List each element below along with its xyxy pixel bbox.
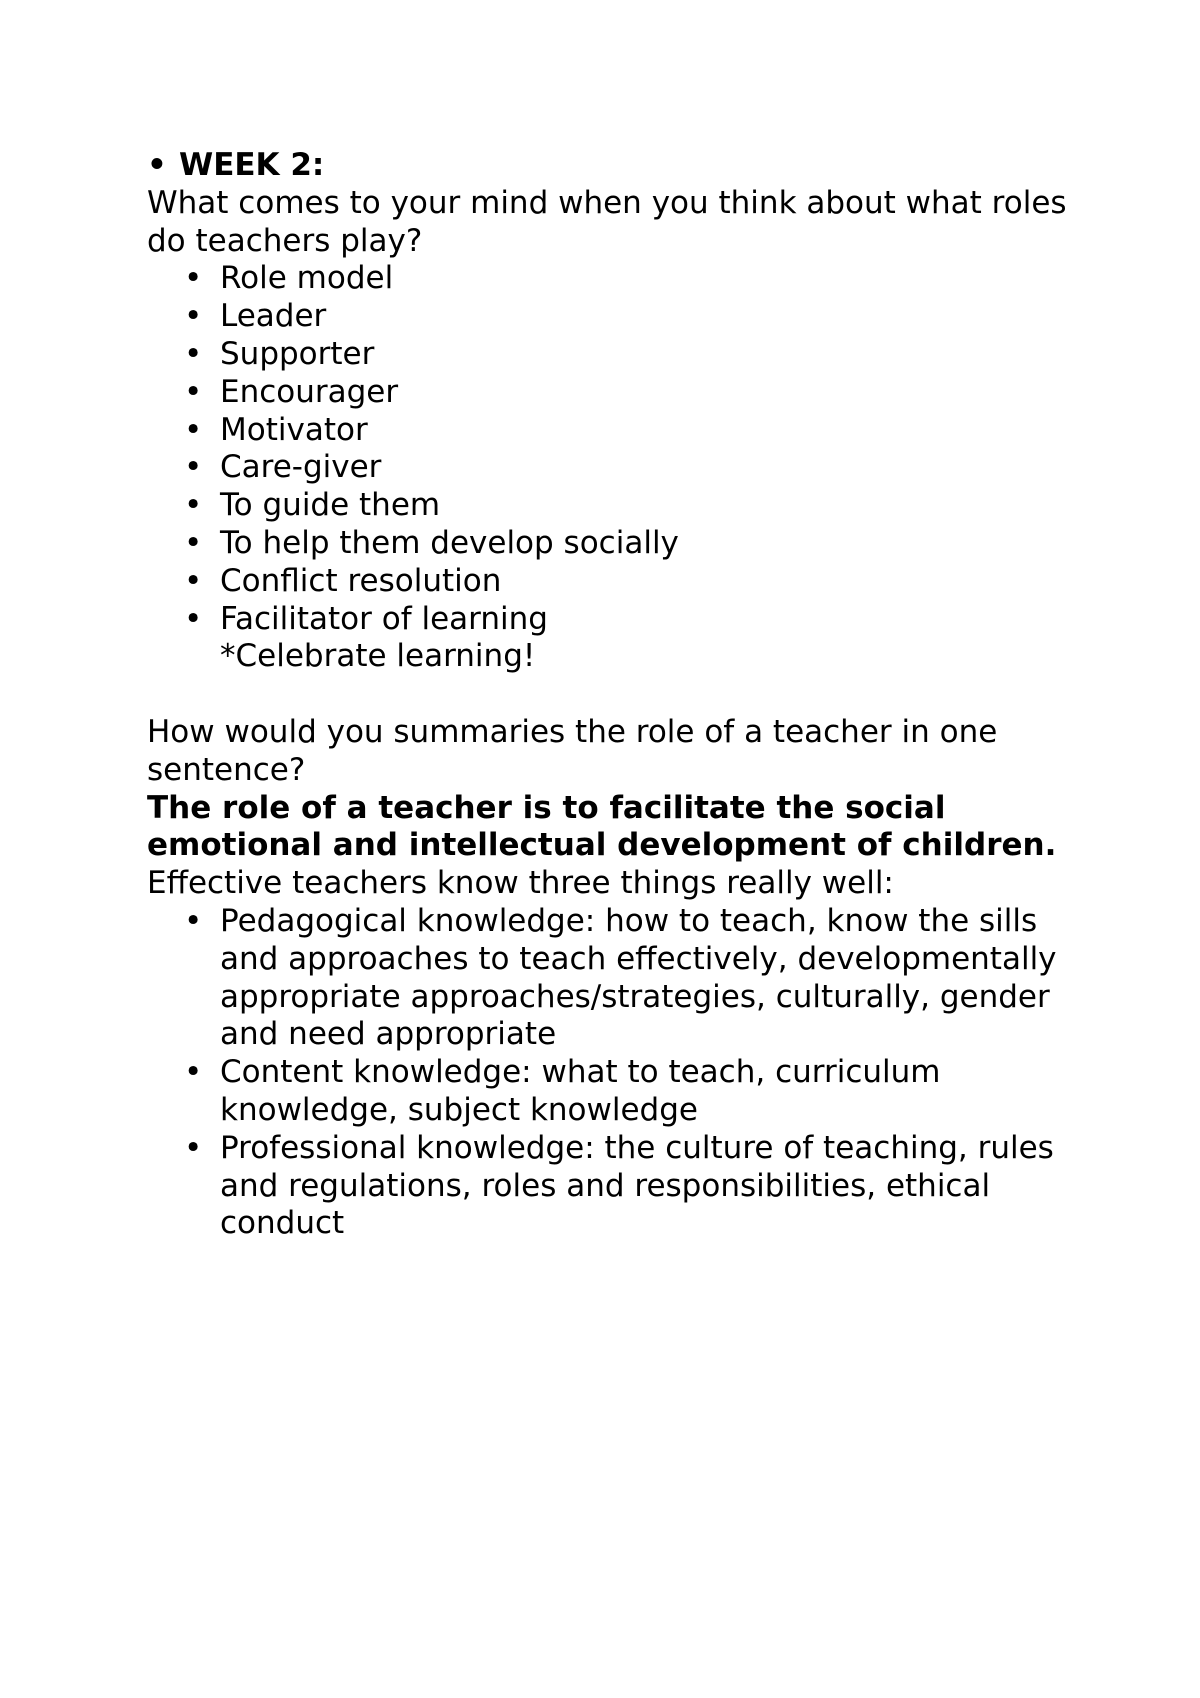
spacer: [147, 676, 1077, 714]
bullet-icon: •: [184, 902, 203, 939]
list-item-text: Role model: [220, 260, 394, 297]
list-item-text: To guide them: [220, 487, 441, 524]
bullet-icon: •: [184, 260, 203, 297]
bullet-icon: •: [184, 373, 203, 410]
list-item: [184, 562, 1077, 601]
bullet-icon: •: [147, 147, 167, 183]
roles-list: [147, 260, 1077, 638]
bullet-icon: •: [184, 411, 203, 448]
list-item: [184, 411, 1077, 450]
question-summary: How would you summaries the role of a teacher in one sentence?: [147, 713, 998, 788]
bullet-icon: •: [184, 487, 203, 524]
list-item-text: Pedagogical knowledge: how to teach, know the sills and approaches to teach effectively, developmentally appropriate approaches/strategies, culturally, gender and need appropriate: [220, 902, 1057, 1053]
list-item-text: Encourager: [220, 373, 399, 410]
list-item: [184, 600, 1077, 639]
list-item: [184, 335, 1077, 374]
list-item-text: Facilitator of learning: [220, 600, 548, 637]
list-item-text: Supporter: [220, 335, 375, 372]
summary-answer: The role of a teacher is to facilitate the social emotional and intellectual development of children.: [147, 789, 1057, 864]
list-item: [184, 524, 1077, 563]
bullet-icon: •: [184, 449, 203, 486]
bullet-icon: •: [184, 335, 203, 372]
bullet-icon: •: [184, 1129, 203, 1166]
bullet-icon: •: [184, 562, 203, 599]
list-item-text: Care-giver: [220, 449, 382, 486]
list-item-text: Motivator: [220, 411, 368, 448]
bullet-icon: •: [184, 1054, 203, 1091]
bullet-icon: •: [184, 600, 203, 637]
list-item: [184, 373, 1077, 412]
week-heading-text: WEEK 2:: [179, 147, 325, 183]
list-item: [184, 449, 1077, 487]
bullet-icon: •: [184, 524, 203, 561]
effective-intro: Effective teachers know three things really well:: [147, 865, 894, 902]
list-item: [184, 1054, 1077, 1130]
list-item: [184, 487, 1077, 525]
list-item-text: Leader: [220, 298, 327, 335]
question-roles: What comes to your mind when you think about what roles do teachers play?: [147, 184, 1067, 259]
list-item: [184, 902, 1077, 1054]
bullet-icon: •: [184, 298, 203, 335]
list-item-text: Professional knowledge: the culture of teaching, rules and regulations, roles and responsibilities, ethical conduct: [220, 1129, 1054, 1242]
document-page: [147, 147, 1077, 1243]
list-item: [184, 260, 1077, 298]
week-heading: [147, 147, 1077, 185]
list-item-text: Conflict resolution: [220, 562, 502, 599]
roles-note: *Celebrate learning!: [220, 638, 536, 675]
list-item: [184, 298, 1077, 336]
list-item: [184, 1129, 1077, 1243]
list-item-text: To help them develop socially: [220, 524, 679, 561]
list-item-text: Content knowledge: what to teach, curriculum knowledge, subject knowledge: [220, 1054, 941, 1128]
knowledge-list: [147, 903, 1077, 1243]
